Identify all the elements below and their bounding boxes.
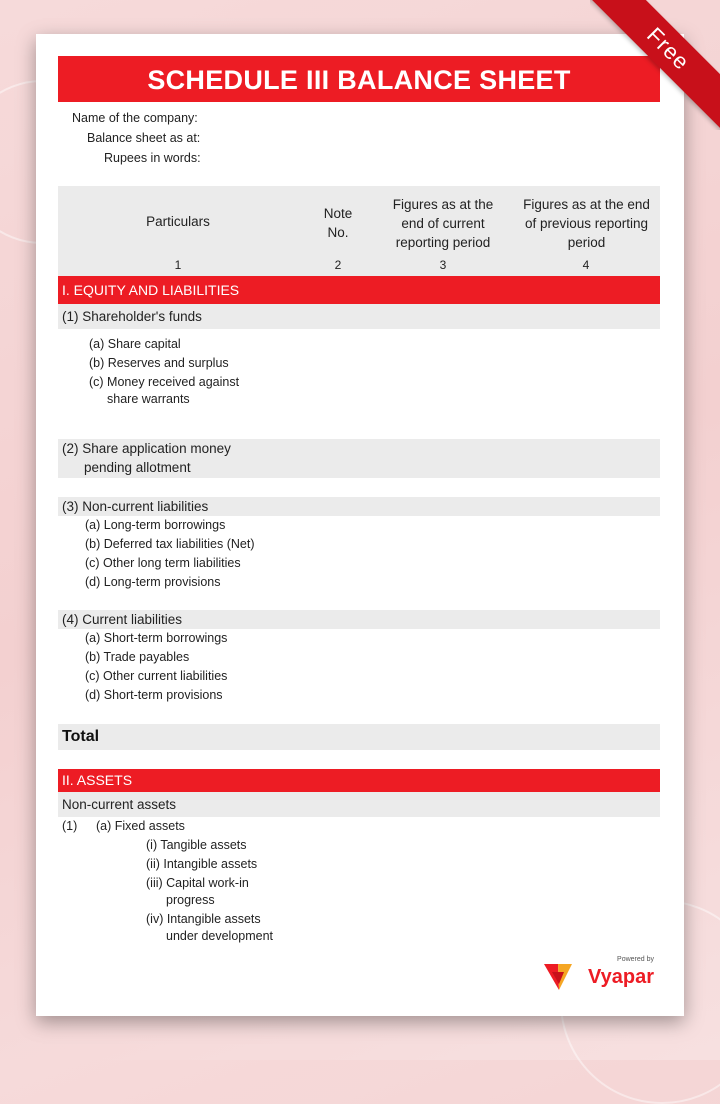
vyapar-logo xyxy=(544,956,654,996)
balance-date-label: Balance sheet as at: xyxy=(87,131,201,145)
rupees-words-label: Rupees in words: xyxy=(104,151,201,165)
company-name-label: Name of the company: xyxy=(72,111,198,125)
fixed-assets-row xyxy=(58,817,660,836)
assets-number: (1) xyxy=(62,819,78,833)
share-application-heading: (2) Share application money pending allotment xyxy=(58,439,660,478)
list-item: (a) Long-term borrowings xyxy=(85,518,226,532)
col-number-4: 4 xyxy=(582,258,590,272)
col-particulars: Particulars xyxy=(146,214,210,229)
col-note: Note No. xyxy=(323,206,353,240)
list-item: progress xyxy=(166,893,215,907)
col-number-2: 2 xyxy=(334,258,342,272)
shareholders-funds-heading: (1) Shareholder's funds xyxy=(58,304,660,329)
list-item: share warrants xyxy=(107,392,190,406)
list-item: under development xyxy=(166,929,274,943)
list-item: (d) Long-term provisions xyxy=(85,575,221,589)
list-item: (iii) Capital work-in xyxy=(146,876,249,890)
list-item: (c) Money received against xyxy=(89,375,240,389)
list-item: (i) Tangible assets xyxy=(146,838,247,852)
vyapar-logo-icon xyxy=(544,960,574,992)
document-sheet xyxy=(36,34,684,1016)
current-liabilities-heading: (4) Current liabilities xyxy=(58,610,660,629)
document-title: SCHEDULE III BALANCE SHEET xyxy=(58,56,660,102)
col-previous-period: Figures as at the end of previous reporting period xyxy=(523,197,650,250)
powered-by-label: Powered by xyxy=(617,956,654,963)
assets-heading: II. ASSETS xyxy=(58,769,660,792)
noncurrent-liabilities-heading: (3) Non-current liabilities xyxy=(58,497,660,516)
col-number-3: 3 xyxy=(439,258,447,272)
col-number-1: 1 xyxy=(174,258,182,272)
total-row: Total xyxy=(58,724,660,750)
list-item: (a) Share capital xyxy=(89,337,181,351)
column-header xyxy=(58,186,660,276)
fixed-assets-label: (a) Fixed assets xyxy=(96,819,185,833)
company-meta xyxy=(58,108,660,168)
free-badge-label: Free xyxy=(590,0,720,130)
brand-name: Vyapar xyxy=(588,966,654,988)
list-item: (b) Reserves and surplus xyxy=(89,356,229,370)
list-item: (c) Other long term liabilities xyxy=(85,556,241,570)
list-item: (a) Short-term borrowings xyxy=(85,631,228,645)
list-item: (d) Short-term provisions xyxy=(85,688,223,702)
free-badge xyxy=(590,0,720,130)
list-item: (ii) Intangible assets xyxy=(146,857,258,871)
col-current-period: Figures as at the end of current reporting period xyxy=(392,197,494,250)
list-item: (b) Trade payables xyxy=(85,650,190,664)
equity-liabilities-heading: I. EQUITY AND LIABILITIES xyxy=(58,276,660,304)
list-item: (c) Other current liabilities xyxy=(85,669,228,683)
list-item: (b) Deferred tax liabilities (Net) xyxy=(85,537,255,551)
noncurrent-assets-heading: Non-current assets xyxy=(58,792,660,817)
list-item: (iv) Intangible assets xyxy=(146,912,261,926)
